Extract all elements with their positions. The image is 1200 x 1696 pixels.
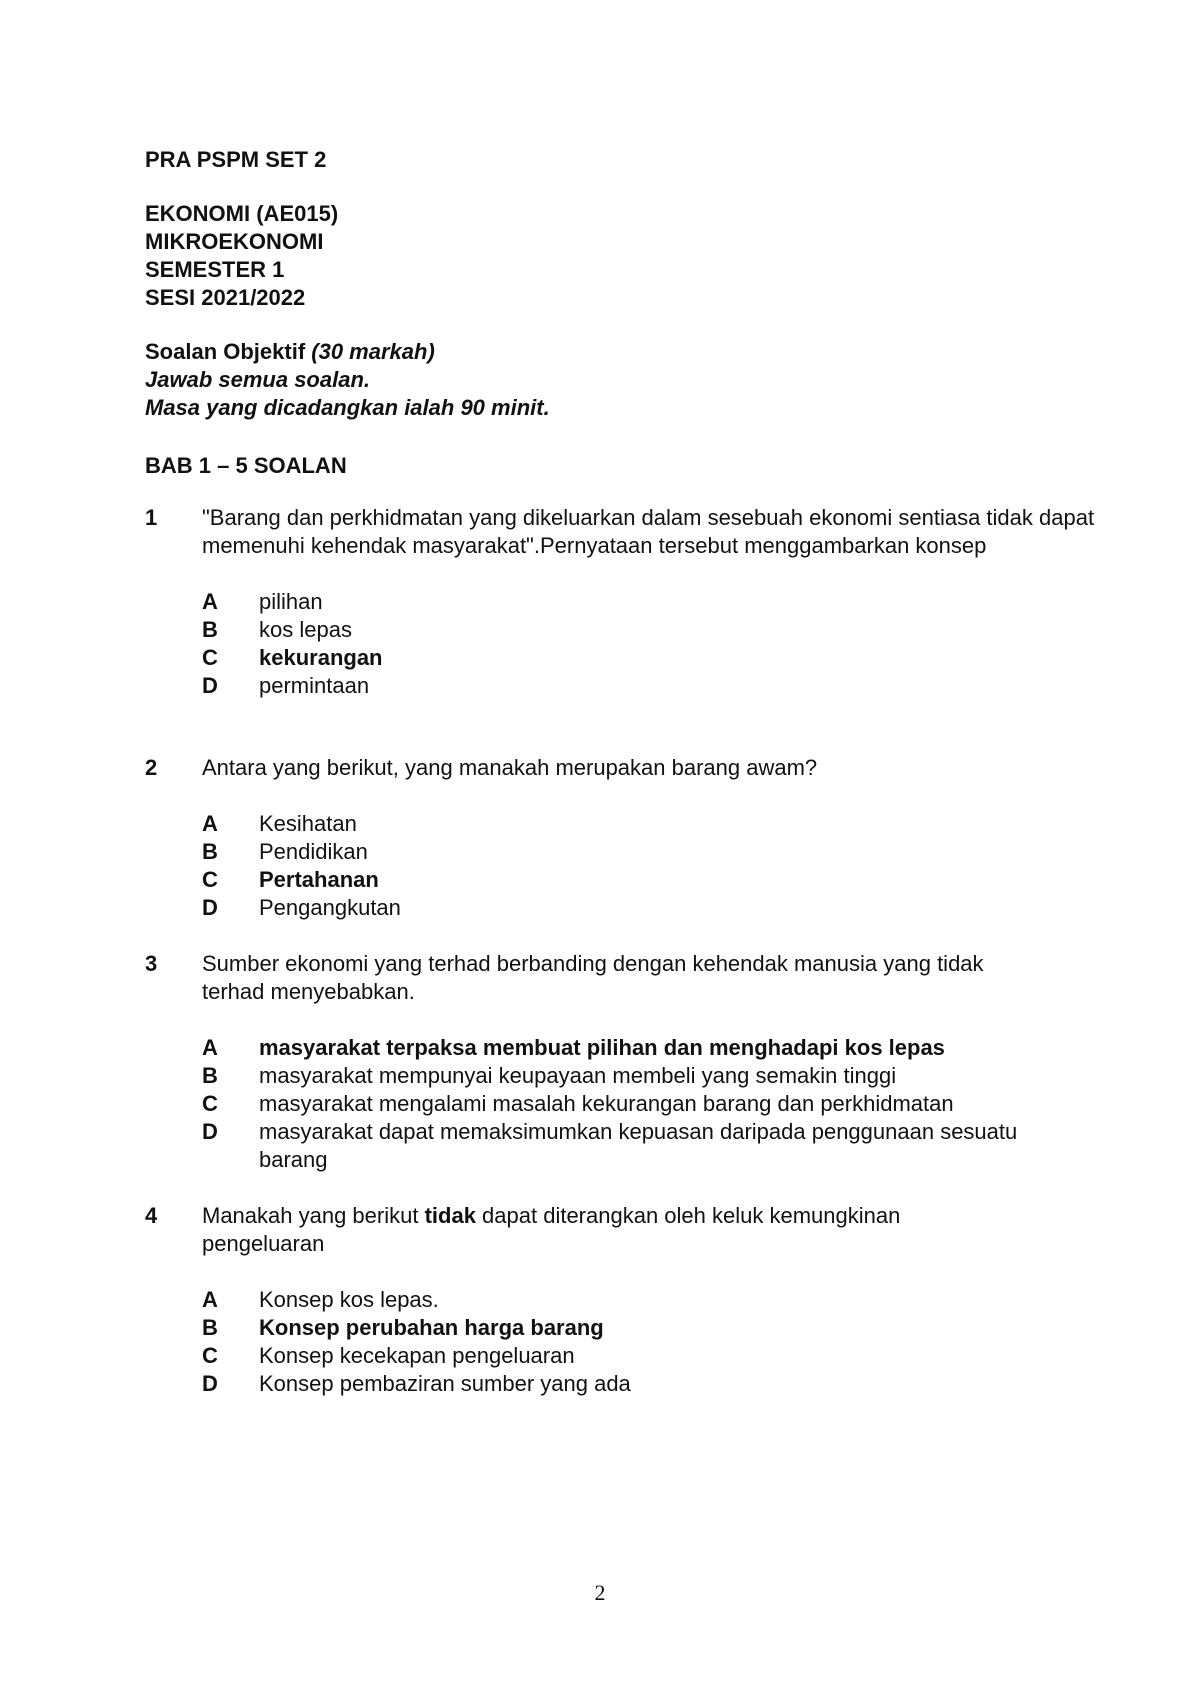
option-d — [202, 1370, 1105, 1398]
option-letter: C — [202, 867, 218, 892]
instructions — [145, 338, 550, 422]
option-letter: A — [202, 1287, 218, 1312]
section-label: Soalan Objektif — [145, 339, 312, 364]
option-letter: D — [202, 673, 218, 698]
option-text: masyarakat dapat memaksimumkan kepuasan daripada penggunaan sesuatu barang — [259, 1119, 1018, 1172]
instruction-time: Masa yang dicadangkan ialah 90 minit. — [145, 395, 550, 420]
option-c — [202, 866, 1105, 894]
option-text: masyarakat mempunyai keupayaan membeli yang semakin tinggi — [259, 1063, 897, 1088]
option-text-correct: kekurangan — [259, 645, 383, 670]
option-letter: C — [202, 1091, 218, 1116]
option-b — [202, 838, 1105, 866]
option-text-correct: masyarakat terpaksa membuat pilihan dan menghadapi kos lepas — [259, 1035, 945, 1060]
question-number: 1 — [145, 505, 158, 530]
option-letter: D — [202, 895, 218, 920]
option-c — [202, 644, 1105, 672]
option-text: Pendidikan — [259, 839, 368, 864]
chapter-heading: BAB 1 – 5 SOALAN — [145, 453, 347, 478]
question-4 — [145, 1202, 1105, 1398]
option-letter: C — [202, 1343, 218, 1368]
option-letter: D — [202, 1371, 218, 1396]
option-letter: B — [202, 1315, 218, 1340]
option-letter: A — [202, 589, 218, 614]
option-list — [202, 588, 1105, 700]
option-letter: A — [202, 811, 218, 836]
option-letter: B — [202, 1063, 218, 1088]
question-2 — [145, 754, 1105, 922]
stem-emphasis: tidak — [424, 1203, 476, 1228]
option-d — [202, 894, 1105, 922]
section-marks: (30 markah) — [311, 339, 435, 364]
document-title: PRA PSPM SET 2 — [145, 147, 327, 172]
subject-code: EKONOMI (AE015) — [145, 201, 339, 226]
question-stem — [202, 1202, 1002, 1258]
option-a — [202, 1034, 1105, 1062]
question-number: 2 — [145, 755, 158, 780]
semester: SEMESTER 1 — [145, 257, 285, 282]
option-letter: C — [202, 645, 218, 670]
option-letter: A — [202, 1035, 218, 1060]
option-list — [202, 1034, 1105, 1174]
option-a — [202, 1286, 1105, 1314]
option-c — [202, 1090, 1105, 1118]
page-number: 2 — [594, 1580, 606, 1605]
question-stem: Sumber ekonomi yang terhad berbanding dengan kehendak manusia yang tidak terhad menyebabkan. — [202, 951, 984, 1004]
option-letter: B — [202, 617, 218, 642]
option-text: Konsep kecekapan pengeluaran — [259, 1343, 575, 1368]
option-b — [202, 616, 1105, 644]
option-b — [202, 1062, 1105, 1090]
session: SESI 2021/2022 — [145, 285, 306, 310]
question-number: 3 — [145, 951, 158, 976]
stem-part: dapat diterangkan oleh keluk kemungkinan pengeluaran — [202, 1203, 901, 1256]
option-text: Konsep pembaziran sumber yang ada — [259, 1371, 631, 1396]
option-text: Kesihatan — [259, 811, 357, 836]
option-list — [202, 810, 1105, 922]
option-text: permintaan — [259, 673, 370, 698]
question-number: 4 — [145, 1203, 158, 1228]
option-text: kos lepas — [259, 617, 352, 642]
option-text: Konsep kos lepas. — [259, 1287, 439, 1312]
option-text-correct: Pertahanan — [259, 867, 379, 892]
option-letter: D — [202, 1119, 218, 1144]
section-line — [145, 338, 550, 366]
question-stem: Antara yang berikut, yang manakah merupakan barang awam? — [202, 755, 818, 780]
option-d — [202, 672, 1105, 700]
option-a — [202, 588, 1105, 616]
question-stem: "Barang dan perkhidmatan yang dikeluarkan dalam sesebuah ekonomi sentiasa tidak dapat memenuhi kehendak masyarakat".Pernyataan tersebut menggambarkan konsep — [202, 505, 1095, 558]
option-list — [202, 1286, 1105, 1398]
option-d — [202, 1118, 1105, 1174]
option-a — [202, 810, 1105, 838]
stem-part: Manakah yang berikut — [202, 1203, 425, 1228]
question-3 — [145, 950, 1105, 1174]
question-1 — [145, 504, 1105, 700]
option-c — [202, 1342, 1105, 1370]
option-b — [202, 1314, 1105, 1342]
instruction-answer-all: Jawab semua soalan. — [145, 367, 370, 392]
option-text: pilihan — [259, 589, 323, 614]
option-text-correct: Konsep perubahan harga barang — [259, 1315, 604, 1340]
subject-topic: MIKROEKONOMI — [145, 229, 324, 254]
option-text: Pengangkutan — [259, 895, 401, 920]
option-letter: B — [202, 839, 218, 864]
option-text: masyarakat mengalami masalah kekurangan barang dan perkhidmatan — [259, 1091, 954, 1116]
